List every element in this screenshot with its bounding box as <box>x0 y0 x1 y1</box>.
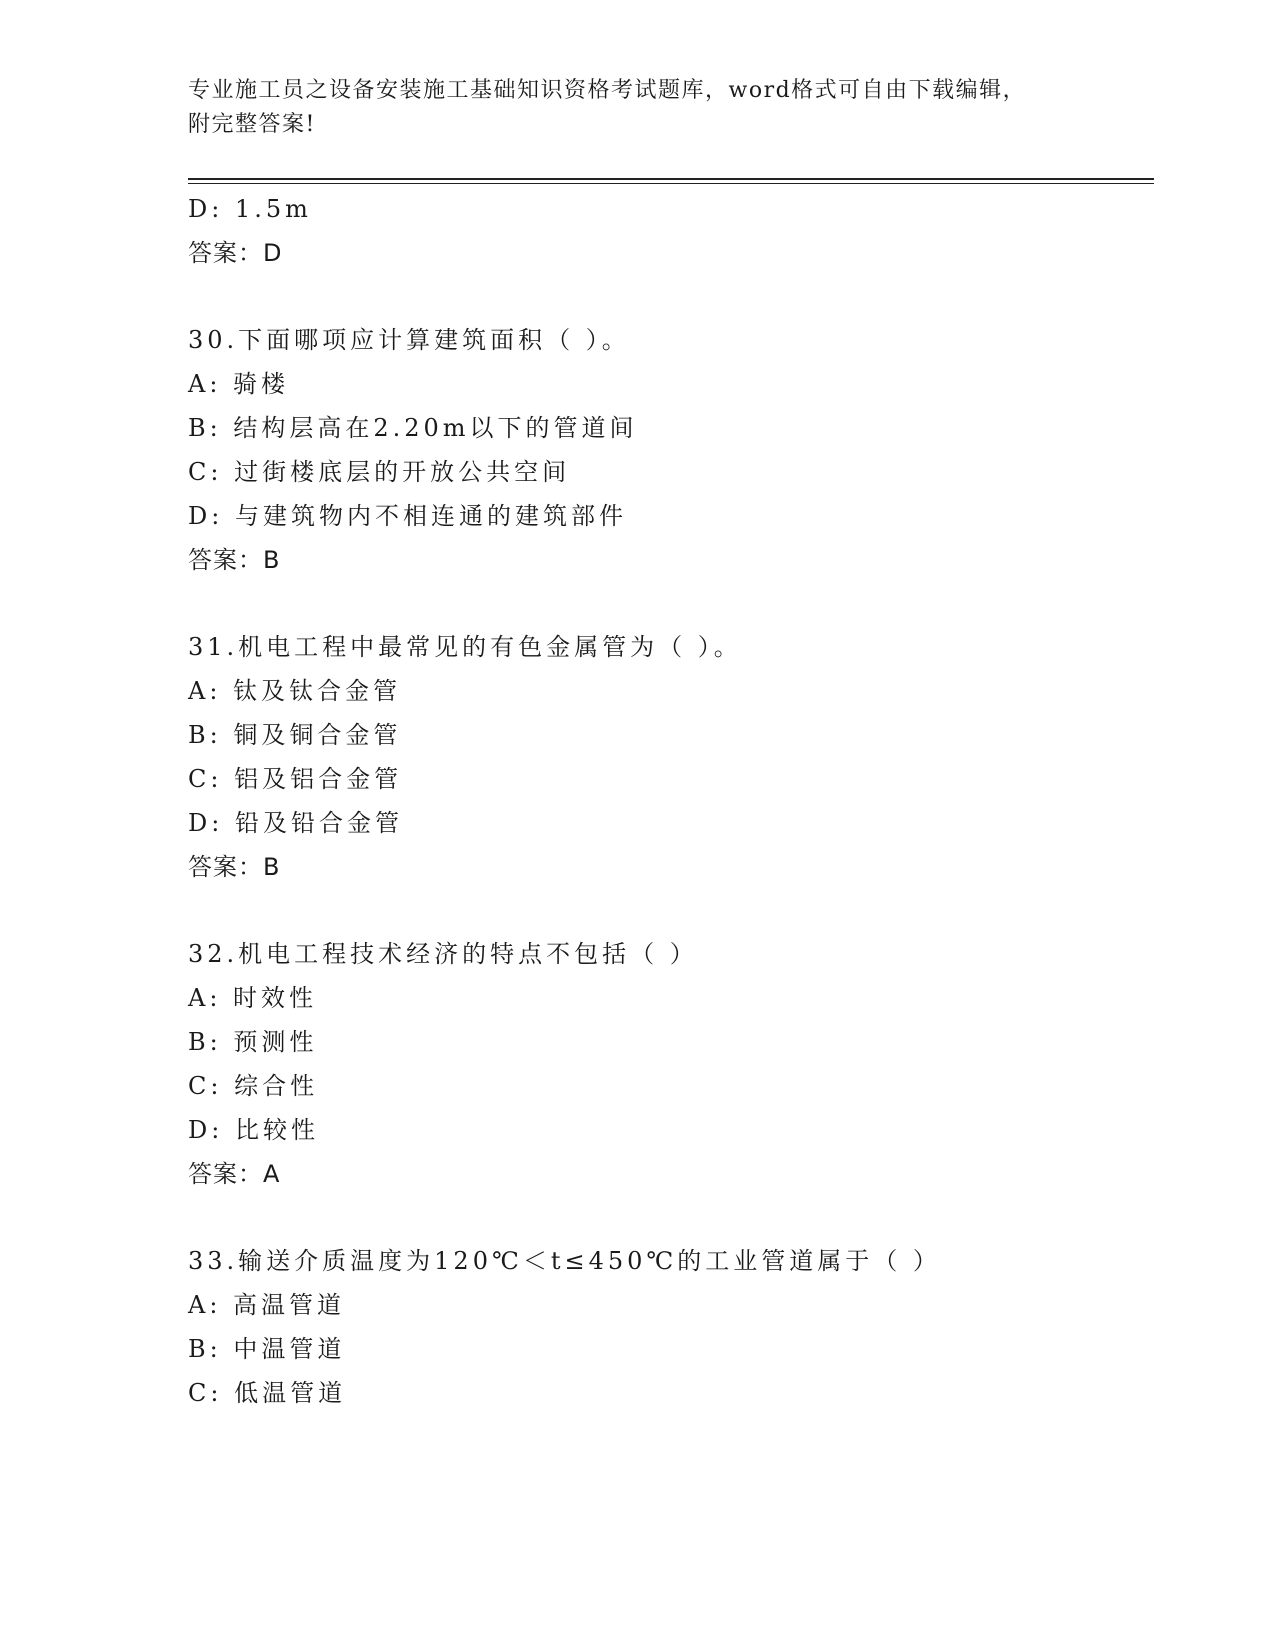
question-32-option-b: B: 预测性 <box>188 1028 318 1056</box>
question-30-answer: 答案：B <box>188 546 281 574</box>
header-line-1: 专业施工员之设备安装施工基础知识资格考试题库，word格式可自由下载编辑， <box>188 78 1027 103</box>
question-30-option-b: B: 结构层高在2.20m以下的管道间 <box>188 414 638 442</box>
prev-option-d: D: 1.5m <box>188 195 312 223</box>
question-33-option-c: C: 低温管道 <box>188 1379 347 1407</box>
question-33-stem: 33.输送介质温度为120℃＜t≤450℃的工业管道属于（ ） <box>188 1247 941 1275</box>
question-30-option-d: D: 与建筑物内不相连通的建筑部件 <box>188 502 627 530</box>
question-31-option-d: D: 铅及铅合金管 <box>188 809 403 837</box>
question-30-stem: 30.下面哪项应计算建筑面积（ ）。 <box>188 326 630 354</box>
header-divider-thin <box>188 183 1154 184</box>
header-line-2: 附完整答案! <box>188 112 316 137</box>
question-31-stem: 31.机电工程中最常见的有色金属管为（ ）。 <box>188 633 742 661</box>
question-33-option-b: B: 中温管道 <box>188 1335 346 1363</box>
header-divider <box>188 178 1154 180</box>
question-32-option-c: C: 综合性 <box>188 1072 319 1100</box>
question-32-option-a: A: 时效性 <box>188 984 318 1012</box>
question-30-option-c: C: 过街楼底层的开放公共空间 <box>188 458 571 486</box>
question-32-answer: 答案：A <box>188 1160 281 1188</box>
question-31-option-b: B: 铜及铜合金管 <box>188 721 402 749</box>
question-31-answer: 答案：B <box>188 853 281 881</box>
question-30-option-a: A: 骑楼 <box>188 370 290 398</box>
question-33-option-a: A: 高温管道 <box>188 1291 346 1319</box>
document-header <box>188 74 1088 142</box>
question-31-option-c: C: 铝及铝合金管 <box>188 765 403 793</box>
question-32-stem: 32.机电工程技术经济的特点不包括（ ） <box>188 940 698 968</box>
question-32-option-d: D: 比较性 <box>188 1116 319 1144</box>
prev-answer: 答案：D <box>188 239 283 267</box>
question-31-option-a: A: 钛及钛合金管 <box>188 677 402 705</box>
